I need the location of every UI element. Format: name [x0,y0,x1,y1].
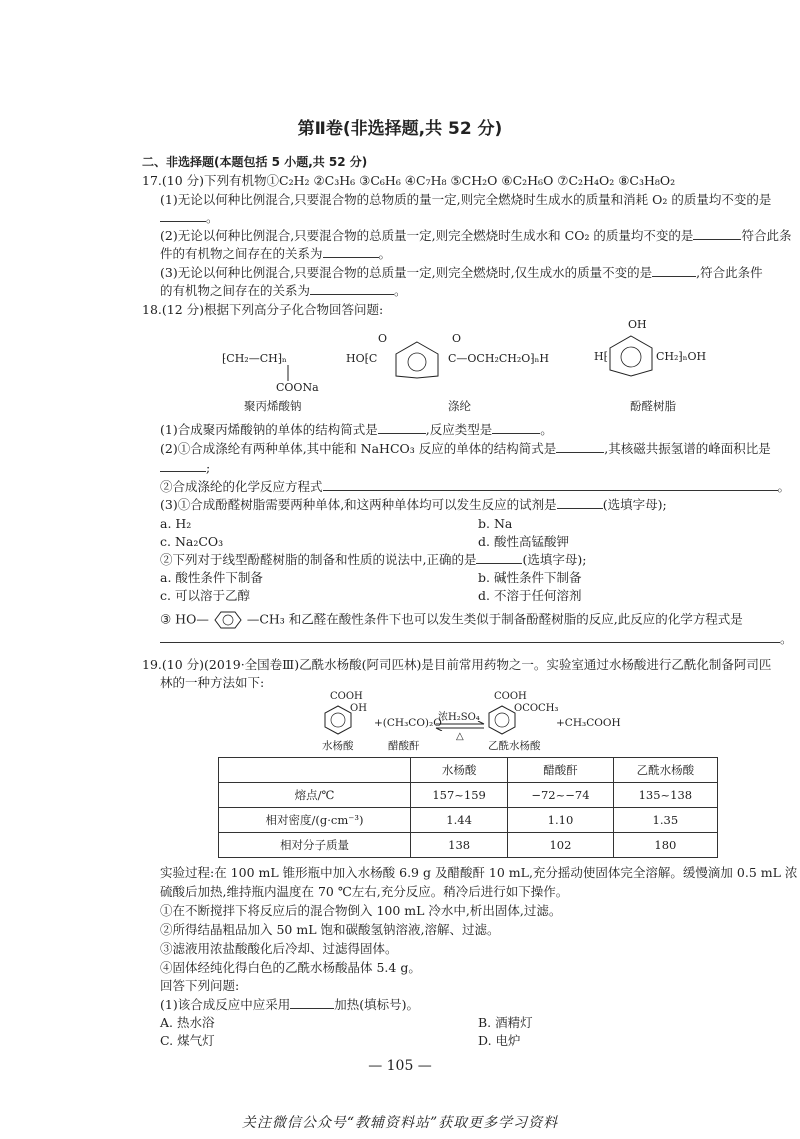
q18-part2-cont: ; [160,459,210,476]
reaction-condition-top: 浓H₂SO₄ [438,712,480,723]
q17-blank-3[interactable] [323,245,379,258]
q18-opt-a1: a. H₂ [160,516,192,531]
toluene-ring-icon [209,610,247,630]
phenol-resin-h: H⁅ [594,350,608,363]
q18-part2-eq: ②合成涤纶的化学反应方程式 。 [160,479,791,494]
caption-salicylic-acid: 水杨酸 [322,740,354,752]
table-cell: 相对分子质量 [219,833,411,858]
table-header-cell: 乙酰水杨酸 [613,758,717,783]
table-cell: 138 [411,833,508,858]
section-title: 第Ⅱ卷(非选择题,共 52 分) [297,119,503,139]
q18-opt-b2: b. 碱性条件下制备 [478,570,582,585]
q18-blank-7[interactable] [476,551,522,564]
q19-step-3: ③滤液用浓盐酸酸化后冷却、过滤得固体。 [160,941,398,956]
polyacrylate-structure: ⁅CH₂—CH⁆ₙ [222,352,287,365]
table-cell: 熔点/℃ [219,783,411,808]
q19-opt-b: B. 酒精灯 [478,1015,533,1030]
q18-part3-3: ③ HO— —CH₃ 和乙醛在酸性条件下也可以发生类似于制备酚醛树脂的反应,此反应的化学方程式是 [160,610,743,630]
q19-opt-c: C. 煤气灯 [160,1033,215,1048]
polyester-carbonyl-o-1: O [378,332,388,345]
caption-phenolic-resin: 酚醛树脂 [630,399,676,413]
table-cell: 157~159 [411,783,508,808]
q18-blank-1[interactable] [378,421,426,434]
polyester-left: HO⁅C [346,352,378,365]
q19-opt-a: A. 热水浴 [160,1015,215,1030]
q17-part2: (2)无论以何种比例混合,只要混合物的总质量一定,则完全燃烧时生成水和 CO₂ 的质量均不变的是 符合此条 [160,228,792,243]
phenol-resin-oh: OH [628,318,647,331]
q19-stem-2: 林的一种方法如下: [160,675,265,690]
table-row [219,833,718,858]
table-row [219,783,718,808]
table-cell: 相对密度/(g·cm⁻³) [219,808,411,833]
table-cell: −72~−74 [508,783,613,808]
q18-part3-3-blank: 。 [160,630,793,647]
q18-blank-8[interactable] [160,630,780,643]
table-header-row [219,758,718,783]
caption-polyacrylate: 聚丙烯酸钠 [244,399,302,413]
q18-opt-d2: d. 不溶于任何溶剂 [478,588,582,603]
salicylic-ring-icon [322,704,354,736]
q19-stem-1: 19.(10 分)(2019·全国卷Ⅲ)乙酰水杨酸(阿司匹林)是目前常用药物之一。实验室通过水杨酸进行乙酰化制备阿司匹 [142,657,772,672]
equilibrium-arrow-icon [434,721,486,731]
q18-opt-b1: b. Na [478,516,513,531]
polyacrylate-coona: COONa [276,381,319,394]
table-header-cell [219,758,411,783]
aspirin-ring-icon [486,704,518,736]
table-cell: 1.35 [613,808,717,833]
q18-part2: (2)①合成涤纶有两种单体,其中能和 NaHCO₃ 反应的单体的结构简式是 ,其核磁共振氢谱的峰面积比是 [160,441,771,456]
acetic-anhydride-plus: +(CH₃CO)₂O [374,717,442,729]
q18-part3: (3)①合成酚醛树脂需要两种单体,和这两种单体均可以发生反应的试剂是 (选填字母); [160,497,667,512]
q17-part3-relation: 的有机物之间存在的关系为 。 [160,283,407,298]
table-cell: 1.44 [411,808,508,833]
q17-blank-4[interactable] [652,264,696,277]
q18-opt-a2: a. 酸性条件下制备 [160,570,263,585]
part2-header: 二、非选择题(本题包括 5 小题,共 52 分) [142,155,368,169]
q18-blank-2[interactable] [492,421,540,434]
q17-blank-5[interactable] [310,282,394,295]
table-cell: 135~138 [613,783,717,808]
q19-step-2: ②所得结晶粗品加入 50 mL 饱和碳酸氢钠溶液,溶解、过滤。 [160,922,500,937]
q17-part3: (3)无论以何种比例混合,只要混合物的总质量一定,则完全燃烧时,仅生成水的质量不变的是 ,符合此条件 [160,265,763,280]
phenol-resin-tail: CH₂⁆ₙOH [656,350,707,363]
caption-polyester: 涤纶 [448,399,471,413]
q19-step-4: ④固体经纯化得白色的乙酰水杨酸晶体 5.4 g。 [160,960,421,975]
q19-question-1: (1)该合成反应中应采用 加热(填标号)。 [160,997,419,1012]
q18-blank-3[interactable] [556,440,604,453]
q17-blank-1[interactable] [160,209,206,222]
q18-blank-6[interactable] [557,496,603,509]
q17-part1: (1)无论以何种比例混合,只要混合物的总物质的量一定,则完全燃烧时生成水的质量和消耗 O₂ 的质量均不变的是 [160,192,772,207]
q17-blank-2[interactable] [693,227,741,240]
q18-blank-5[interactable] [323,478,778,491]
q18-part1: (1)合成聚丙烯酸钠的单体的结构简式是 ,反应类型是 。 [160,422,553,437]
polyester-carbonyl-o-2: O [452,332,462,345]
q18-opt-c2: c. 可以溶于乙醇 [160,588,250,603]
salicylic-oh: OH [350,703,367,714]
q19-step-1: ①在不断搅拌下将反应后的混合物倒入 100 mL 冷水中,析出固体,过滤。 [160,903,562,918]
q17-part2-relation: 件的有机物之间存在的关系为 。 [160,246,392,261]
phenol-ring-icon [606,334,656,378]
polyester-right: C—OCH₂CH₂O⁆ₙH [448,352,549,365]
q19-procedure-2: 硫酸后加热,维持瓶内温度在 70 ℃左右,充分反应。稍冷后进行如下操作。 [160,884,569,899]
aspirin-ococh3: OCOCH₃ [514,703,559,714]
q18-part3-2: ②下列对于线型酚醛树脂的制备和性质的说法中,正确的是 (选填字母); [160,552,587,567]
table-cell: 102 [508,833,613,858]
table-header-cell: 醋酸酐 [508,758,613,783]
q17-stem: 17.(10 分)下列有机物①C₂H₂ ②C₃H₆ ③C₆H₆ ④C₇H₈ ⑤CH₂O ⑥C₂H₆O ⑦C₂H₄O₂ ⑧C₃H₈O₂ [142,173,676,188]
q17-part1-blank-line: 。 [160,209,219,226]
q19-procedure-1: 实验过程:在 100 mL 锥形瓶中加入水杨酸 6.9 g 及醋酸酐 10 mL,充分摇动使固体完全溶解。缓慢滴加 0.5 mL 浓 [160,865,798,880]
properties-table [218,757,718,858]
acetic-acid-product: +CH₃COOH [556,717,621,729]
q19-ask: 回答下列问题: [160,978,240,993]
table-cell: 1.10 [508,808,613,833]
q18-stem: 18.(12 分)根据下列高分子化合物回答问题: [142,302,384,317]
polyacrylate-bond [286,365,290,381]
table-row [219,808,718,833]
q18-blank-4[interactable] [160,459,206,472]
caption-acetic-anhydride: 醋酸酐 [388,740,420,752]
salicylic-cooh: COOH [330,691,363,702]
aspirin-cooh: COOH [494,691,527,702]
q18-opt-c1: c. Na₂CO₃ [160,534,224,549]
caption-aspirin: 乙酰水杨酸 [488,740,541,752]
table-header-cell: 水杨酸 [411,758,508,783]
q19-opt-d: D. 电炉 [478,1033,521,1048]
benzene-ring-icon [392,340,442,380]
table-cell: 180 [613,833,717,858]
reaction-condition-bottom: △ [456,731,464,742]
q19-blank-1[interactable] [290,996,334,1009]
q18-opt-d1: d. 酸性高锰酸钾 [478,534,569,549]
page-number: — 105 — [368,1058,432,1074]
footer-note: 关注微信公众号“教辅资料站”获取更多学习资料 [241,1115,559,1131]
